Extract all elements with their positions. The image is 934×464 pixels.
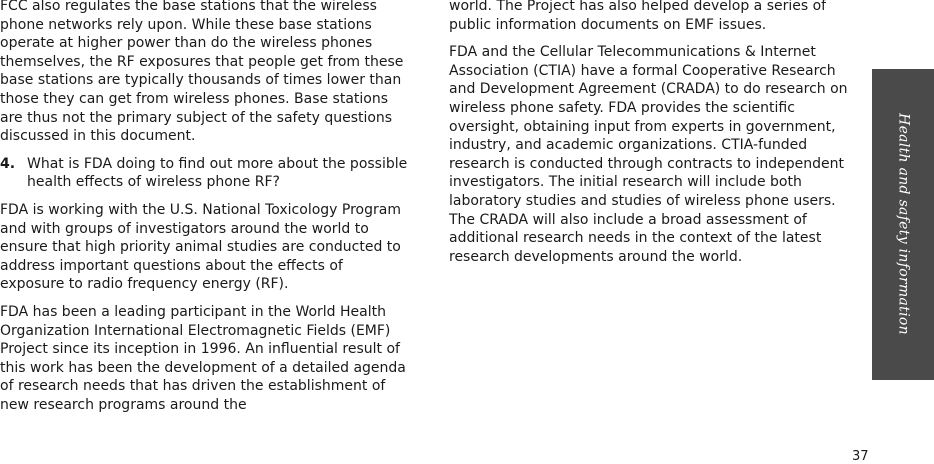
body-paragraph-ctia-crada: FDA and the Cellular Telecommunications & Internet Association (CTIA) have a formal Cooperative Research and Development Agreement (CRADA) to do research on wireless phone safety. FDA provides the scientific oversight, obtaining input from experts in government, industry, and academic organizations. CTIA-funded research is conducted through contracts to independent investigators. The initial research will include both laboratory studies and studies of wireless phone users. The CRADA will also include a broad assessment of additional research needs in the context of the latest research developments around the world. <box>449 44 848 265</box>
section-side-tab <box>872 69 934 380</box>
body-paragraph-who-emf-project: FDA has been a leading participant in the World Health Organization International Electromagnetic Fields (EMF) Project since its inception in 1996. An influential result of this work has been the development of a detailed agenda of research needs that has driven the establishment of new research programs around the <box>0 303 406 413</box>
body-paragraph-toxicology-program: FDA is working with the U.S. National Toxicology Program and with groups of investigators around the world to ensure that high priority animal studies are conducted to address important questions about the effects of exposure to radio frequency energy (RF). <box>0 201 401 293</box>
question-text: What is FDA doing to find out more about the possible health effects of wireless phone RF? <box>27 155 408 191</box>
left-column <box>0 0 408 423</box>
question-number: 4. <box>0 155 16 172</box>
section-side-tab-label: Health and safety information <box>895 113 912 335</box>
body-paragraph-fcc-base-stations: FCC also regulates the base stations that the wireless phone networks rely upon. While these base stations operate at higher power than do the wireless phones themselves, the RF exposures that people get from these base stations are typically thousands of times lower than those they can get from wireless phones. Base stations are thus not the primary subject of the safety questions discussed in this document. <box>0 0 404 145</box>
question-4 <box>0 155 408 192</box>
body-paragraph-continuation: world. The Project has also helped develop a series of public information documents on EMF issues. <box>449 0 827 33</box>
page-number: 37 <box>852 449 869 464</box>
right-column <box>449 0 855 275</box>
